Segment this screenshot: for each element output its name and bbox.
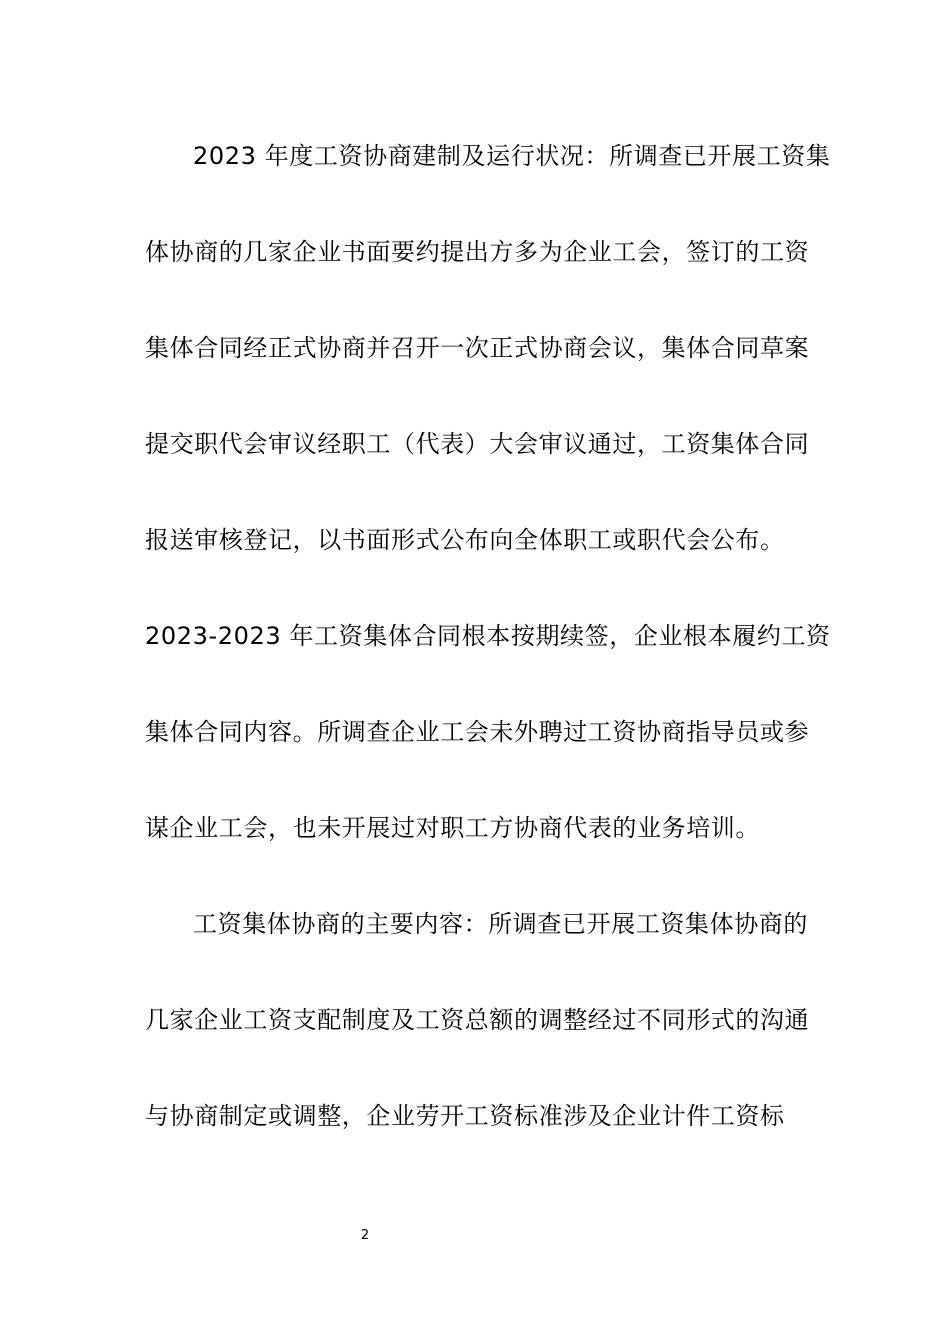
paragraph-1-line-7: 集体合同内容。所调查企业工会未外聘过工资协商指导员或参 xyxy=(145,718,810,746)
paragraph-1-line-2: 体协商的几家企业书面要约提出方多为企业工会，签订的工资 xyxy=(145,238,810,266)
paragraph-1-line-5: 报送审核登记，以书面形式公布向全体职工或职代会公布。 xyxy=(145,526,785,554)
paragraph-1-line-3: 集体合同经正式协商并召开一次正式协商会议，集体合同草案 xyxy=(145,334,810,362)
page-number: 2 xyxy=(360,1228,370,1243)
paragraph-1-line-4: 提交职代会审议经职工（代表）大会审议通过，工资集体合同 xyxy=(145,430,810,458)
paragraph-1-line-1: 2023 年度工资协商建制及运行状况：所调查已开展工资集 xyxy=(193,142,831,170)
paragraph-2-line-1: 工资集体协商的主要内容：所调查已开展工资集体协商的 xyxy=(193,910,808,938)
paragraph-2-line-2: 几家企业工资支配制度及工资总额的调整经过不同形式的沟通 xyxy=(145,1006,810,1034)
paragraph-1-line-8: 谋企业工会，也未开展过对职工方协商代表的业务培训。 xyxy=(145,814,760,842)
paragraph-2-line-3: 与协商制定或调整，企业劳开工资标准涉及企业计件工资标 xyxy=(145,1102,785,1130)
paragraph-1-line-6: 2023-2023 年工资集体合同根本按期续签，企业根本履约工资 xyxy=(145,622,831,650)
